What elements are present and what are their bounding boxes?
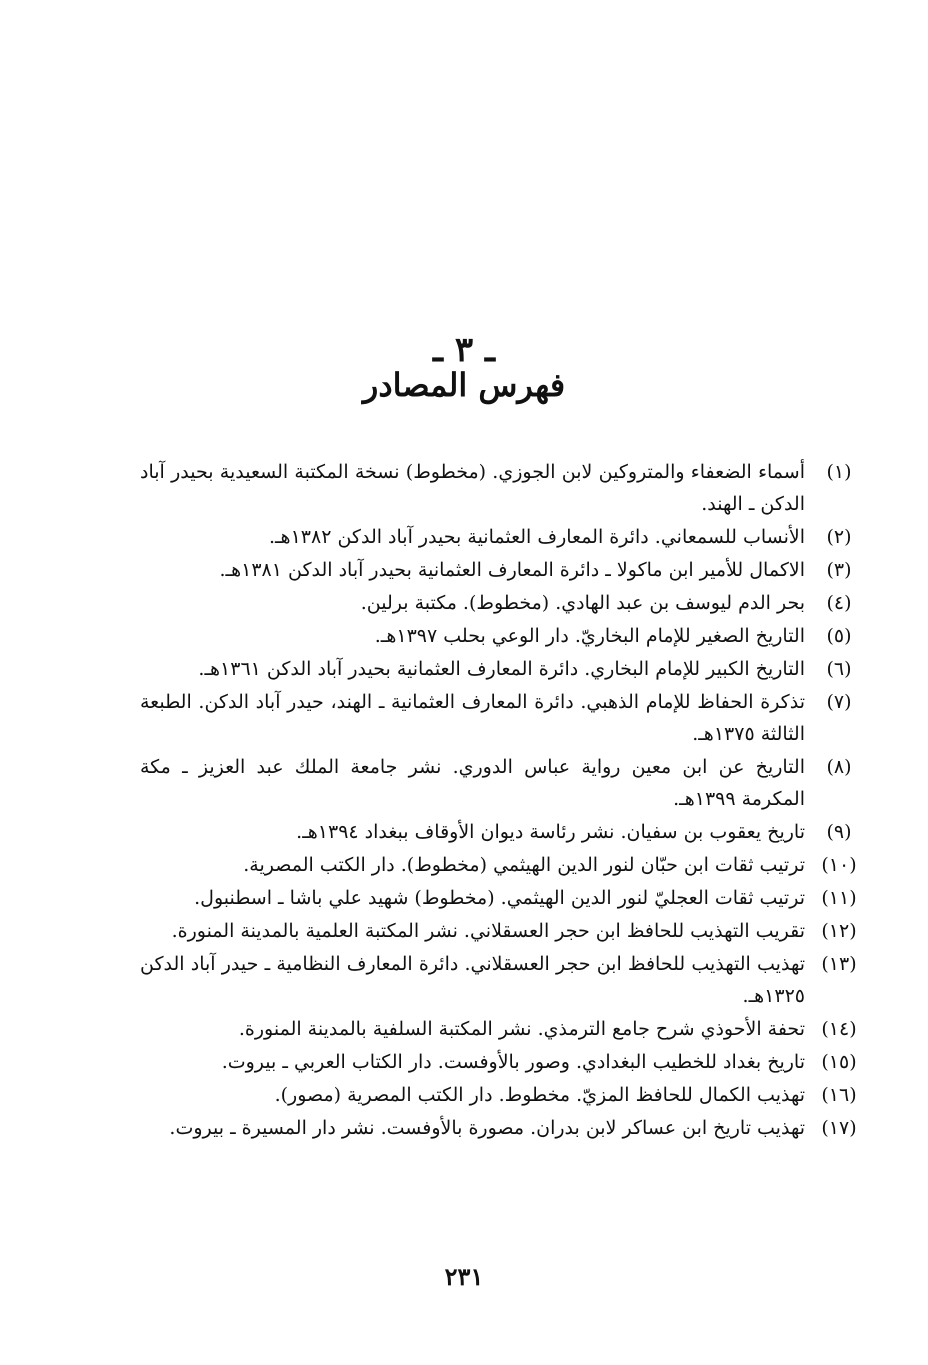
item-number: (٧) <box>826 691 852 713</box>
item-number: (١) <box>826 461 852 483</box>
item-text: الأنساب للسمعاني. دائرة المعارف العثمانية بحيدر آباد الدكن ١٣٨٢هـ. <box>268 526 805 548</box>
item-text: تذكرة الحفاظ للإمام الذهبي. دائرة المعارف العثمانية ـ الهند، حيدر آباد الدكن. الطبعة الثالثة ١٣٧٥هـ. <box>140 691 805 745</box>
list-item <box>140 816 865 848</box>
list-item <box>140 554 865 586</box>
item-text: ترتيب ثقات العجليّ لنور الدين الهيثمي. (مخطوط) شهيد علي باشا ـ اسطنبول. <box>194 887 805 909</box>
item-number: (١٢) <box>821 920 857 942</box>
item-text: تاريخ يعقوب بن سفيان. نشر رئاسة ديوان الأوقاف ببغداد ١٣٩٤هـ. <box>296 821 805 843</box>
item-number: (٣) <box>826 559 852 581</box>
item-number: (٢) <box>826 526 852 548</box>
item-number: (٩) <box>826 821 852 843</box>
list-item <box>140 587 865 619</box>
item-text: بحر الدم ليوسف بن عبد الهادي. (مخطوط). مكتبة برلين. <box>360 592 805 614</box>
list-item <box>140 1112 865 1144</box>
list-item <box>140 620 865 652</box>
item-text: تاريخ بغداد للخطيب البغدادي. وصور بالأوفست. دار الكتاب العربي ـ بيروت. <box>221 1051 805 1073</box>
item-text: تقريب التهذيب للحافظ ابن حجر العسقلاني. نشر المكتبة العلمية بالمدينة المنورة. <box>171 920 805 942</box>
page-number: ٢٣١ <box>444 1262 484 1291</box>
list-item <box>140 1079 865 1111</box>
item-number: (٦) <box>826 658 852 680</box>
item-number: (١٥) <box>821 1051 857 1073</box>
list-item <box>140 1046 865 1078</box>
list-item <box>140 915 865 947</box>
list-item <box>140 882 865 914</box>
item-text: التاريخ الصغير للإمام البخاريّ. دار الوعي بحلب ١٣٩٧هـ. <box>374 625 805 647</box>
item-number: (١٠) <box>821 854 857 876</box>
item-number: (٤) <box>826 592 852 614</box>
item-number: (٥) <box>826 625 852 647</box>
item-text: تحفة الأحوذي شرح جامع الترمذي. نشر المكتبة السلفية بالمدينة المنورة. <box>238 1018 805 1040</box>
item-text: التاريخ عن ابن معين رواية عباس الدوري. نشر جامعة الملك عبد العزيز ـ مكة المكرمة ١٣٩٩هـ. <box>140 756 805 810</box>
list-item <box>140 751 865 815</box>
item-number: (١٤) <box>821 1018 857 1040</box>
item-text: تهذيب الكمال للحافظ المزيّ. مخطوط. دار الكتب المصرية (مصور). <box>274 1084 805 1106</box>
references-list <box>140 456 865 1145</box>
item-number: (١١) <box>821 887 857 909</box>
item-number: (٨) <box>826 756 852 778</box>
item-number: (١٦) <box>821 1084 857 1106</box>
item-text: ترتيب ثقات ابن حبّان لنور الدين الهيثمي (مخطوط). دار الكتب المصرية. <box>243 854 805 876</box>
list-item <box>140 686 865 750</box>
list-item <box>140 849 865 881</box>
list-item <box>140 1013 865 1045</box>
list-item <box>140 653 865 685</box>
item-text: تهذيب تاريخ ابن عساكر لابن بدران. مصورة بالأوفست. نشر دار المسيرة ـ بيروت. <box>169 1117 805 1139</box>
section-number: ـ ٣ ـ <box>433 330 495 370</box>
list-item <box>140 456 865 520</box>
item-number: (١٣) <box>821 953 857 975</box>
list-item <box>140 521 865 553</box>
item-number: (١٧) <box>821 1117 857 1139</box>
page-title: فهرس المصادر <box>362 366 566 404</box>
list-item <box>140 948 865 1012</box>
item-text: تهذيب التهذيب للحافظ ابن حجر العسقلاني. دائرة المعارف النظامية ـ حيدر آباد الدكن ١٣٢٥هـ. <box>140 953 805 1007</box>
item-text: الاكمال للأمير ابن ماكولا ـ دائرة المعارف العثمانية بحيدر آباد الدكن ١٣٨١هـ. <box>219 559 805 581</box>
item-text: أسماء الضعفاء والمتروكين لابن الجوزي. (مخطوط) نسخة المكتبة السعيدية بحيدر آباد الدكن ـ الهند. <box>140 461 805 515</box>
item-text: التاريخ الكبير للإمام البخاري. دائرة المعارف العثمانية بحيدر آباد الدكن ١٣٦١هـ. <box>198 658 805 680</box>
